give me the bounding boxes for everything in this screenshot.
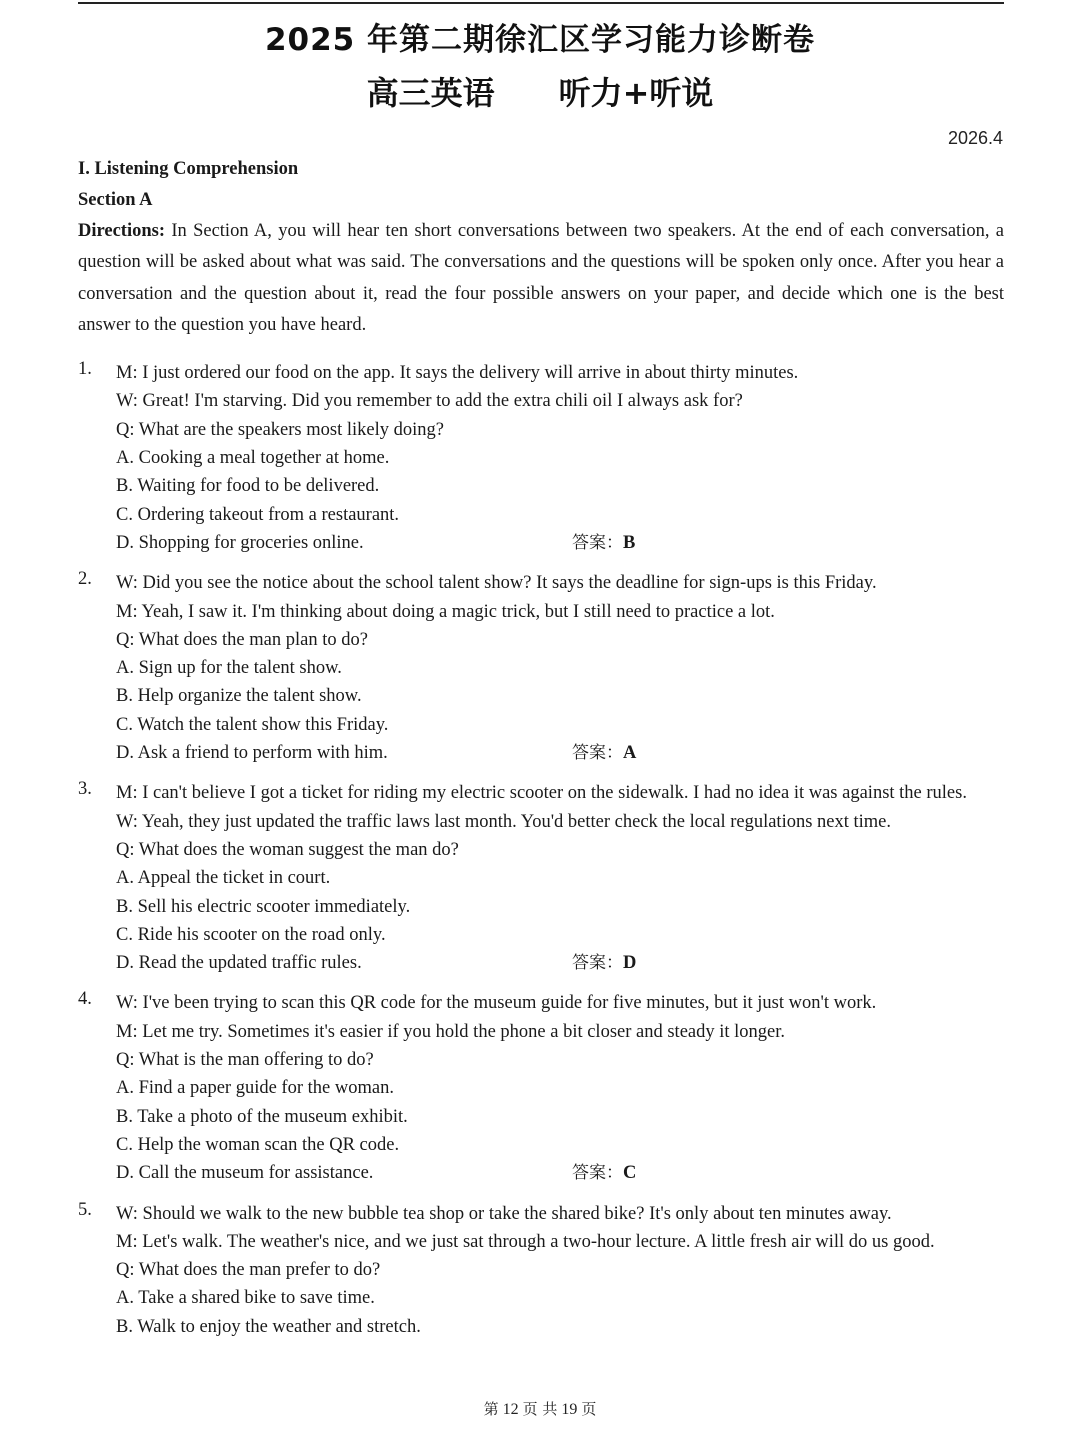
option-text: A. Take a shared bike to save time.: [116, 1288, 375, 1309]
option-text: A. Cooking a meal together at home.: [116, 448, 390, 469]
option-text: A. Sign up for the talent show.: [116, 658, 342, 679]
answer-option: [116, 472, 1004, 500]
option-text: B. Sell his electric scooter immediately.: [116, 896, 411, 917]
answer-option: [116, 949, 1004, 977]
directions-text: In Section A, you will hear ten short conversations between two speakers. At the end of each conversation, a question will be asked about what was said. The conversations and the questions will be spoken only once. After you hear a conversation and the question about it, read the four possible answers on your paper, and decide which one is the best answer to the question you have heard.: [78, 221, 1004, 335]
option-text: C. Watch the talent show this Friday.: [116, 714, 389, 735]
answer-key-label: 答案：: [572, 532, 623, 553]
question-number: 5.: [78, 1199, 92, 1220]
answer-key: [572, 529, 635, 557]
answer-key: [572, 1159, 636, 1187]
answer-key-value: A: [623, 743, 637, 764]
question-item: [78, 989, 1004, 1187]
answer-option: [116, 893, 1004, 921]
question-number: 2.: [78, 569, 92, 590]
option-text: D. Read the updated traffic rules.: [116, 953, 362, 974]
option-text: D. Ask a friend to perform with him.: [116, 743, 388, 764]
question-item: [78, 569, 1004, 767]
option-text: C. Ride his scooter on the road only.: [116, 924, 386, 945]
option-text: A. Appeal the ticket in court.: [116, 868, 331, 889]
question-prompt: Q: What does the man prefer to do?: [116, 1260, 381, 1281]
answer-option: [116, 501, 1004, 529]
answer-option: [116, 1284, 1004, 1312]
option-text: A. Find a paper guide for the woman.: [116, 1078, 394, 1099]
answer-key: [572, 949, 636, 977]
answer-option: [116, 682, 1004, 710]
option-text: B. Help organize the talent show.: [116, 686, 362, 707]
dialogue-line: M: I just ordered our food on the app. It says the delivery will arrive in about thirty minutes.: [116, 363, 799, 384]
answer-option: [116, 1313, 1004, 1341]
question-number: 3.: [78, 779, 92, 800]
answer-key-value: D: [623, 953, 637, 974]
answer-option: [116, 739, 1004, 767]
answer-key-label: 答案：: [572, 1163, 623, 1184]
answer-option: [116, 1074, 1004, 1102]
dialogue-line: W: I've been trying to scan this QR code for the museum guide for five minutes, but it just won't work.: [116, 993, 877, 1014]
subject-label: 高三英语: [366, 74, 495, 112]
exam-subtitle: [0, 68, 1080, 114]
dialogue-line: W: Should we walk to the new bubble tea shop or take the shared bike? It's only about ten minutes away.: [116, 1203, 892, 1224]
answer-option: [116, 921, 1004, 949]
option-text: D. Call the museum for assistance.: [116, 1163, 374, 1184]
exam-title: 2025 年第二期徐汇区学习能力诊断卷: [264, 22, 816, 58]
question-prompt: Q: What does the man plan to do?: [116, 629, 368, 650]
question-prompt: Q: What are the speakers most likely doing?: [116, 419, 444, 440]
current-page-number: 12: [502, 1401, 519, 1418]
exam-date: 2026.4: [947, 128, 1003, 148]
directions: [78, 216, 1004, 341]
answer-option: [116, 654, 1004, 682]
answer-option: [116, 1159, 1004, 1187]
answer-key: [572, 739, 636, 767]
section-heading: Section A: [78, 190, 153, 210]
answer-key-value: C: [623, 1163, 637, 1184]
top-rule: [78, 2, 1004, 4]
option-text: B. Waiting for food to be delivered.: [116, 476, 380, 497]
option-text: C. Ordering takeout from a restaurant.: [116, 504, 400, 525]
option-text: D. Shopping for groceries online.: [116, 532, 364, 553]
question-item: [78, 779, 1004, 977]
answer-key-label: 答案：: [572, 953, 623, 974]
question-item: [78, 359, 1004, 557]
question-list: [78, 359, 1004, 1341]
question-item: [78, 1200, 1004, 1341]
dialogue-line: M: Yeah, I saw it. I'm thinking about doing a magic trick, but I still need to practice a lot.: [116, 601, 775, 622]
total-pages-number: 19: [561, 1401, 578, 1418]
dialogue-line: M: Let me try. Sometimes it's easier if you hold the phone a bit closer and steady it longer.: [116, 1021, 786, 1042]
answer-key-value: B: [623, 532, 636, 553]
dialogue-line: W: Did you see the notice about the school talent show? It says the deadline for sign-ups is this Friday.: [116, 573, 877, 594]
answer-option: [116, 1131, 1004, 1159]
answer-option: [116, 711, 1004, 739]
answer-option: [116, 444, 1004, 472]
question-number: 4.: [78, 989, 92, 1010]
option-text: B. Walk to enjoy the weather and stretch.: [116, 1316, 421, 1337]
directions-label: Directions:: [78, 221, 165, 241]
page-content: [78, 154, 1004, 1341]
dialogue-line: M: I can't believe I got a ticket for riding my electric scooter on the sidewalk. I had no idea it was against the rules.: [116, 783, 967, 804]
question-prompt: Q: What does the woman suggest the man do?: [116, 839, 459, 860]
page-footer: 第 12 页 共 19 页: [483, 1400, 597, 1418]
answer-option: [116, 1103, 1004, 1131]
question-prompt: Q: What is the man offering to do?: [116, 1050, 374, 1071]
option-text: C. Help the woman scan the QR code.: [116, 1134, 400, 1155]
dialogue-line: W: Great! I'm starving. Did you remember to add the extra chili oil I always ask for?: [116, 391, 743, 412]
dialogue-line: W: Yeah, they just updated the traffic laws last month. You'd better check the local regulations next time.: [116, 811, 892, 832]
question-number: 1.: [78, 359, 92, 380]
part-heading: I. Listening Comprehension: [78, 159, 299, 179]
answer-option: [116, 864, 1004, 892]
option-text: B. Take a photo of the museum exhibit.: [116, 1106, 408, 1127]
dialogue-line: M: Let's walk. The weather's nice, and we just sat through a two-hour lecture. A little fresh air will do us good.: [116, 1231, 935, 1252]
part-label: 听力+听说: [558, 74, 714, 112]
answer-key-label: 答案：: [572, 743, 623, 764]
answer-option: [116, 529, 1004, 557]
